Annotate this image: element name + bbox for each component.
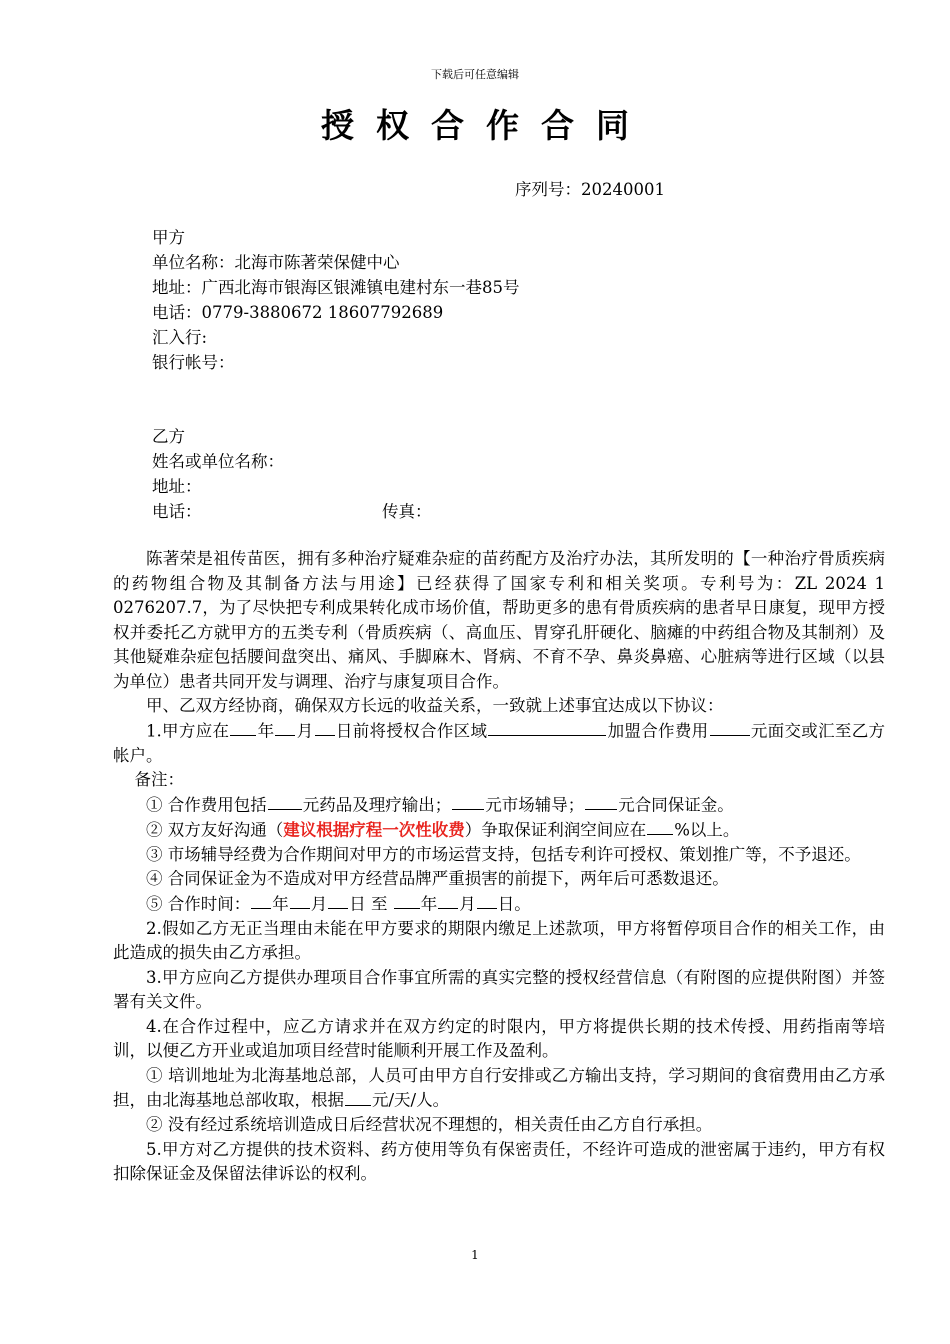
blank-field: [394, 892, 420, 910]
blank-field: [438, 892, 458, 910]
note-2: ② 双方友好沟通（建议根据疗程一次性收费）争取保证利润空间应在 %以上。: [113, 818, 885, 843]
party-a-phone: 电话：0779-3880672 18607792689: [152, 303, 444, 322]
clause-4: 4.在合作过程中，应乙方请求并在双方约定的时限内，甲方将提供长期的技术传授、用药指南等培训，以便乙方开业或追加项目经营时能顺利开展工作及盈利。: [113, 1016, 885, 1060]
contract-body: [113, 547, 885, 1187]
clause-3: 3.甲方应向乙方提供办理项目合作事宜所需的真实完整的授权经营信息（有附图的应提供附图）并签署有关文件。: [113, 967, 885, 1011]
clause-1: 1.甲方应在 年 月 日前将授权合作区域 加盟合作费用 元面交或汇至乙方帐户。: [113, 719, 885, 769]
page-number: 1: [471, 1248, 479, 1262]
party-a-address: 地址：广西北海市银海区银滩镇电建村东一巷85号: [152, 278, 520, 297]
header-note: 下载后可任意编辑: [431, 68, 519, 81]
blank-field: [275, 719, 295, 737]
blank-field: [230, 719, 256, 737]
party-b-heading: 乙方: [152, 427, 185, 446]
clause-2: 2.假如乙方无正当理由未能在甲方要求的期限内缴足上述款项，甲方将暂停项目合作的相关工作，由此造成的损失由乙方承担。: [113, 918, 885, 962]
highlight-text: 建议根据疗程一次性收费: [283, 820, 465, 839]
clause-4-note-2: ② 没有经过系统培训造成日后经营状况不理想的，相关责任由乙方自行承担。: [146, 1115, 713, 1134]
blank-field: [268, 793, 302, 811]
agreement-paragraph: 甲、乙双方经协商，确保双方长远的收益关系，一致就上述事宜达成以下协议：: [146, 696, 724, 715]
blank-field: [452, 793, 484, 811]
party-b-name: 姓名或单位名称：: [152, 452, 284, 471]
party-b-address: 地址：: [152, 477, 202, 496]
blank-field: [585, 793, 617, 811]
party-a-block: [152, 225, 520, 375]
blank-field: [328, 892, 348, 910]
party-b-block: [152, 424, 432, 524]
blank-field: [345, 1088, 371, 1106]
blank-field: [477, 892, 497, 910]
blank-field: [315, 719, 335, 737]
note-4: ④ 合同保证金为不造成对甲方经营品牌严重损害的前提下，两年后可悉数退还。: [146, 869, 729, 888]
party-a-account: 银行帐号：: [152, 353, 235, 372]
note-5: ⑤ 合作时间： 年 月 日 至 年 月 日。: [113, 892, 885, 917]
party-b-contact: [152, 499, 432, 524]
note-1: ① 合作费用包括 元药品及理疗输出； 元市场辅导； 元合同保证金。: [113, 793, 885, 818]
blank-field: [710, 719, 750, 737]
blank-field: [647, 818, 673, 836]
clause-5: 5.甲方对乙方提供的技术资料、药方使用等负有保密责任，不经许可造成的泄密属于违约，甲方有权扣除保证金及保留法律诉讼的权利。: [113, 1139, 885, 1183]
remark-label: 备注：: [134, 770, 184, 789]
document-title: 授权合作合同: [321, 106, 651, 145]
intro-paragraph: 陈著荣是祖传苗医，拥有多种治疗疑难杂症的苗药配方及治疗办法，其所发明的【一种治疗骨质疾病的药物组合物及其制备方法与用途】已经获得了国家专利和相关奖项。专利号为：ZL 2024 1 0276207.7，为了尽快把专利成果转化成市场价值，帮助更多的患有骨质疾病的患者早日康复，现甲方授权并委托乙方就甲方的五类专利（骨质疾病（、高血压、胃穿孔肝硬化、脑瘫的中药组合物及其制剂）及其他疑难杂症包括腰间盘突出、痛风、手脚麻木、肾病、不育不孕、鼻炎鼻癌、心脏病等进行区域（以县为单位）患者共同开发与调理、治疗与康复项目合作。: [113, 549, 885, 691]
blank-field: [488, 719, 606, 737]
party-b-fax: 传真：: [382, 502, 432, 521]
party-a-bank: 汇入行:: [152, 328, 208, 347]
party-a-heading: 甲方: [152, 228, 185, 247]
blank-field: [290, 892, 310, 910]
party-a-name: 单位名称：北海市陈著荣保健中心: [152, 253, 400, 272]
clause-4-note-1: ① 培训地址为北海基地总部，人员可由甲方自行安排或乙方输出支持，学习期间的食宿费用由乙方承担，由北海基地总部收取，根据 元/天/人。: [113, 1065, 885, 1110]
blank-field: [251, 892, 271, 910]
note-3: ③ 市场辅导经费为合作期间对甲方的市场运营支持，包括专利许可授权、策划推广等，不予退还。: [146, 844, 861, 864]
serial-number: 序列号：20240001: [515, 180, 665, 199]
party-b-phone: 电话：: [152, 502, 202, 521]
